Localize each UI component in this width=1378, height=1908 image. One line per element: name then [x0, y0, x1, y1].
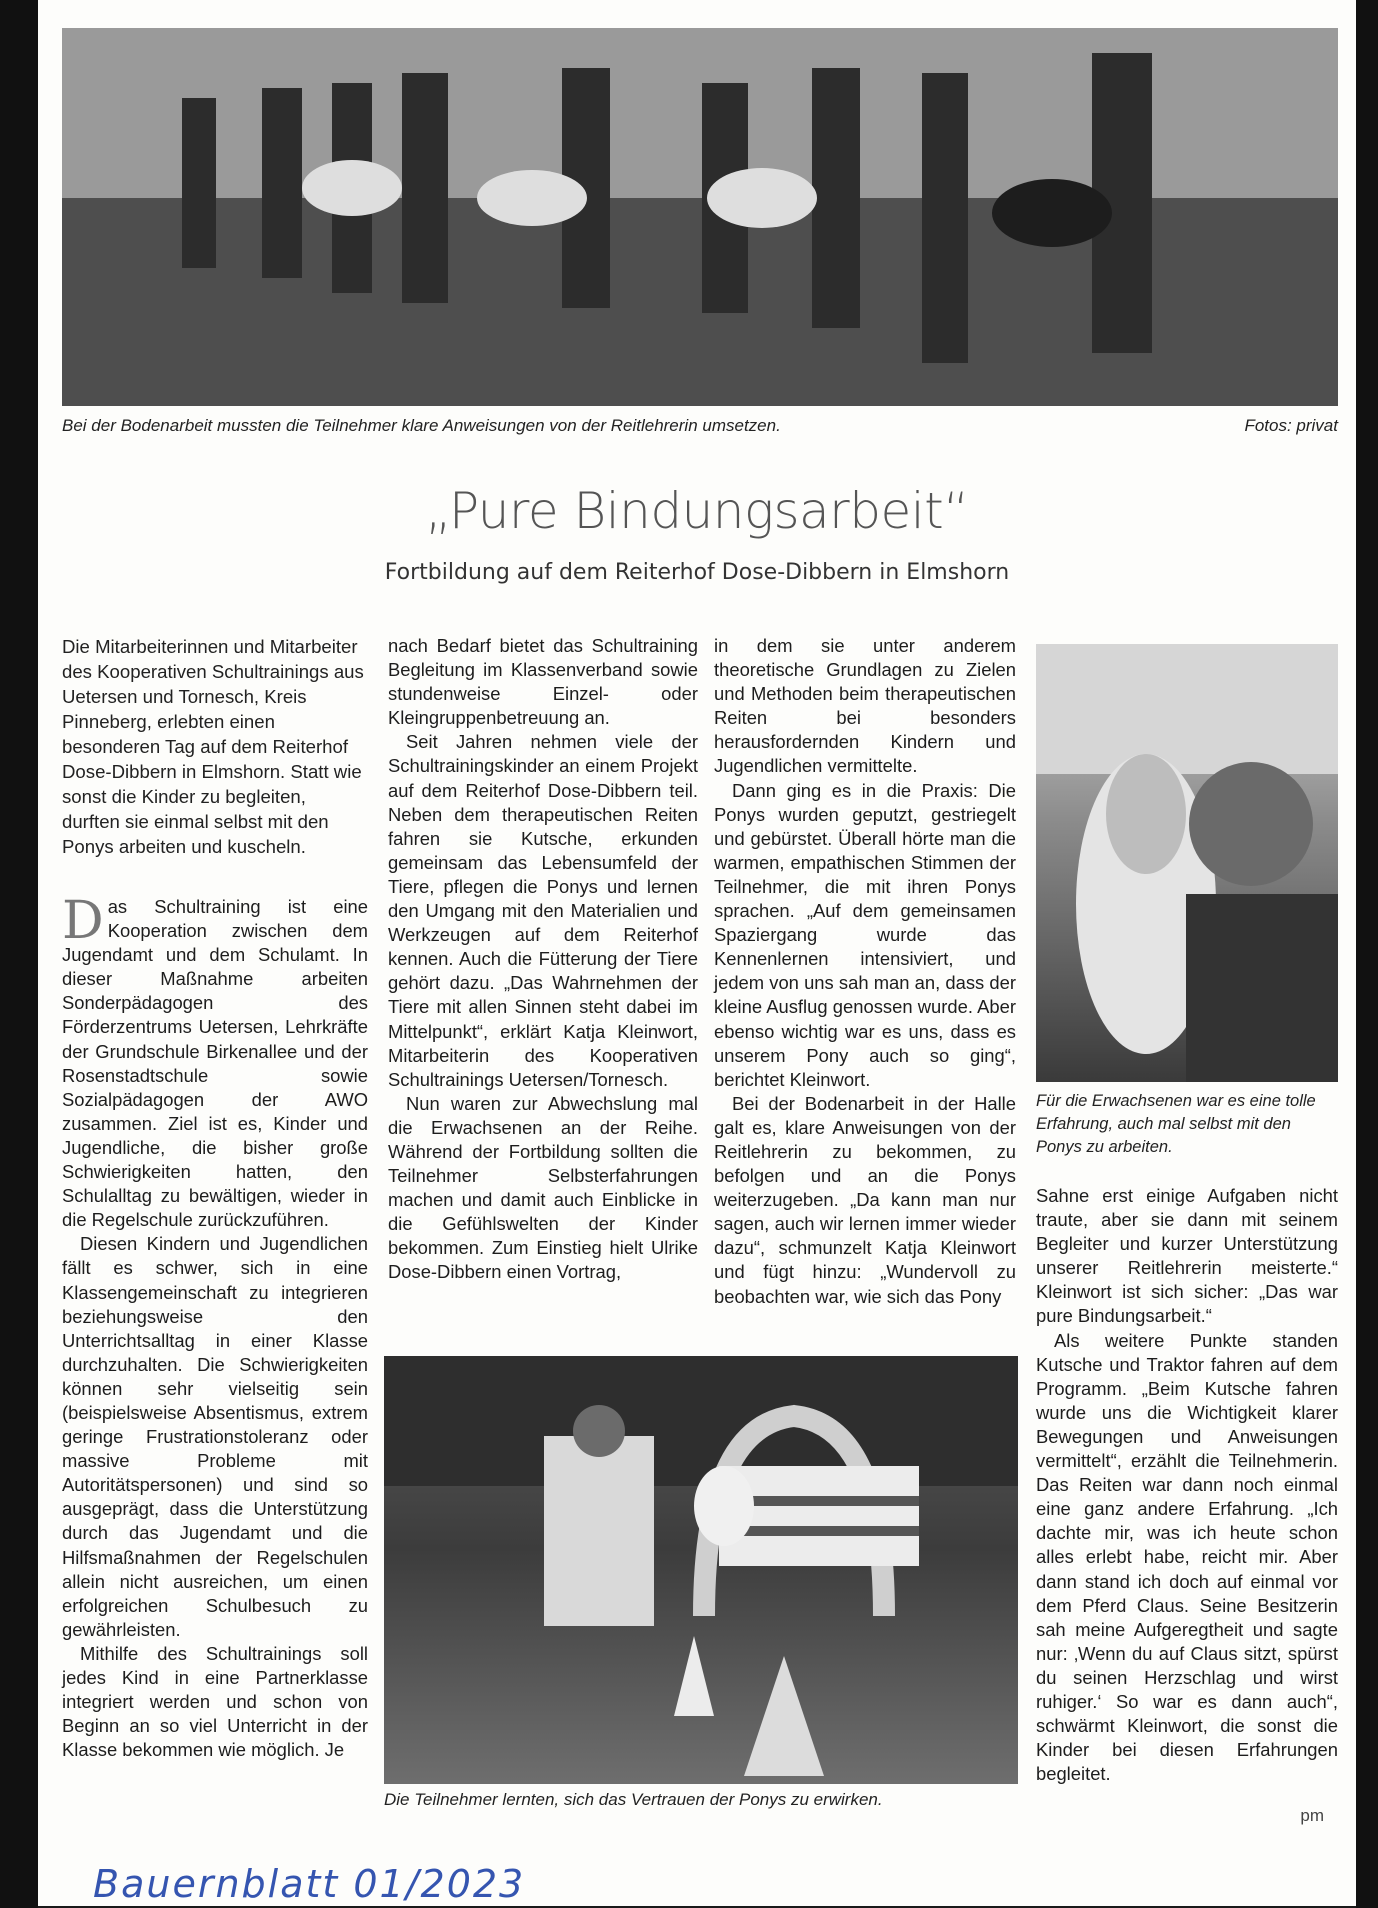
article-paragraph: Diesen Kindern und Jugendlichen fällt es schwer, sich in eine Klassengemeinschaft zu integrieren beziehungsweise den Unterrichtsalltag in einer Klasse durchzuhalten. Die Schwierigkeiten können sehr vielseitig sein (beispielsweise Absentismus, extrem geringe Frustrationstoleranz oder massive Probleme mit Autoritätspersonen) und sind so ausgeprägt, dass die Unterstützung durch das Jugendamt und die Hilfsmaßnahmen der Regelschulen allein nicht ausreichen, um einen erfolgreichen Schulbesuch zu gewährleisten. [62, 1233, 368, 1640]
article-paragraph: Mithilfe des Schultrainings soll jedes Kind in eine Partnerklasse integriert werden und schon von Beginn an so viel Unterricht in der Klasse bekommen wie möglich. Je [62, 1642, 368, 1761]
bottom-photo [384, 1356, 1018, 1784]
article-paragraph: Als weitere Punkte standen Kutsche und Traktor fahren auf dem Programm. „Beim Kutsche fahren wurde uns die Wichtigkeit klarer Bewegungen und Anweisungen vermittelt“, erzählt die Teilnehmerin. Das Reiten war dann noch einmal eine ganz andere Erfahrung. „Ich dachte mir, was ich heute schon alles erlebt habe, reicht mir. Aber dann stand ich doch auf einmal vor dem Pferd Claus. Seine Besitzerin sah meine Aufgeregtheit und sagte nur: ‚Wenn du auf Claus sitzt, spürst du seinen Herzschlag und wirst ruhiger.‘ So war es dann auch“, schwärmt Kleinwort, die sonst die Kinder bei diesen Erfahrungen begleitet. [1036, 1329, 1338, 1785]
column-1 [62, 634, 368, 1762]
scan-border-right [1356, 0, 1378, 1908]
handwritten-note: Bauernblatt 01/2023 [93, 1862, 526, 1906]
article-paragraph: Seit Jahren nehmen viele der Schultrainingskinder an einem Projekt auf dem Reiterhof Dose-Dibbern teil. Neben dem therapeutischen Reiten fahren sie Kutsche, erkunden gemeinsam das Lebensumfeld der Tiere, pflegen die Ponys und lernen den Umgang mit den Materialien und Werkzeugen auf dem Reiterhof kennen. Auch die Fütterung der Tiere gehört dazu. „Das Wahrnehmen der Tiere mit allen Sinnen steht dabei im Mittelpunkt“, erklärt Katja Kleinwort, Mitarbeiterin des Kooperativen Schultrainings Uetersen/Tornesch. [388, 731, 698, 1090]
subheadline: Fortbildung auf dem Reiterhof Dose-Dibbern in Elmshorn [384, 560, 1010, 585]
author-signature: pm [1300, 1806, 1324, 1825]
drop-cap: D [62, 891, 104, 951]
article-paragraph: nach Bedarf bietet das Schultraining Begleitung im Klassenverband sowie stundenweise Einzel- oder Kleingruppenbetreuung an. [388, 635, 698, 729]
column-3 [714, 634, 1016, 1309]
bottom-photo-caption: Die Teilnehmer lernten, sich das Vertrauen der Ponys zu erwirken. [384, 1790, 883, 1809]
bottom-photo-scene [384, 1356, 1018, 1784]
article-paragraph: Nun waren zur Abwechslung mal die Erwachsenen an der Reihe. Während der Fortbildung sollten die Teilnehmer Selbsterfahrungen machen und damit auch Einblicke in die Gefühlswelten der Kinder bekommen. Zum Einstieg hielt Ulrike Dose-Dibbern einen Vortrag, [388, 1092, 698, 1283]
article-paragraph: Dann ging es in die Praxis: Die Ponys wurden geputzt, gestriegelt und gebürstet. Überall hörte man die warmen, empathischen Stimmen der Teilnehmer, die mit ihren Ponys sprachen. „Auf dem gemeinsamen Spaziergang wurde das Kennenlernen intensiviert, und jedem von uns sah man an, dass der kleine Ausflug genossen wurde. Aber ebenso wichtig war es uns, dass es unserem Pony auch so ging“, berichtet Kleinwort. [714, 779, 1016, 1090]
side-photo [1036, 644, 1338, 1082]
headline: „Pure Bindungsarbeit“ [425, 482, 969, 540]
side-photo-scene [1036, 644, 1338, 1082]
scan-border-left [0, 0, 38, 1908]
intro-paragraph: Die Mitarbeiterinnen und Mitarbeiter des Kooperativen Schultrainings aus Uetersen und Tornesch, Kreis Pinneberg, erlebten einen besonderen Tag auf dem Reiterhof Dose-Dibbern in Elmshorn. Statt wie sonst die Kinder zu begleiten, durften sie einmal selbst mit den Ponys arbeiten und kuscheln. [62, 636, 364, 857]
article-paragraph: in dem sie unter anderem theoretische Grundlagen zu Zielen und Methoden beim therapeutischen Reiten bei besonders herausfordernden Kindern und Jugendlichen vermittelte. [714, 635, 1016, 777]
article-paragraph [62, 891, 368, 1232]
side-photo-caption: Für die Erwachsenen war es eine tolle Erfahrung, auch mal selbst mit den Ponys zu arbeiten. [1036, 1092, 1316, 1156]
newspaper-page [38, 0, 1356, 1906]
column-2 [388, 634, 698, 1285]
article-paragraph: Bei der Bodenarbeit in der Halle galt es, klare Anweisungen von der Reitlehrerin zu bekommen, zu befolgen und an die Ponys weiterzugeben. „Da kann man nur sagen, auch wir lernen immer wieder dazu“, schmunzelt Katja Kleinwort und fügt hinzu: „Wundervoll zu beobachten war, wie sich das Pony [714, 1092, 1016, 1307]
paragraph-text: as Schultraining ist eine Kooperation zwischen dem Jugendamt und dem Schulamt. In dieser Maßnahme arbeiten Sonderpädagogen des Förderzentrums Uetersen, Lehrkräfte der Grundschule Birkenallee und der Rosenstadtschule sowie Sozialpädagogen der AWO zusammen. Ziel ist es, Kinder und Jugendliche, die bisher große Schwierigkeiten hatten, den Schulalltag zu bewältigen, wieder in die Regelschule zurückzuführen. [62, 896, 368, 1231]
article-paragraph: Sahne erst einige Aufgaben nicht traute, aber sie dann mit seinem Begleiter und kurzer Unterstützung unserer Reitlehrerin meisterte.“ Kleinwort ist sich sicher: „Das war pure Bindungsarbeit.“ [1036, 1185, 1338, 1327]
photo-scene [62, 28, 1338, 406]
top-photo [62, 28, 1338, 406]
top-photo-caption: Bei der Bodenarbeit mussten die Teilnehmer klare Anweisungen von der Reitlehrerin umsetzen. [62, 416, 781, 435]
column-4 [1036, 1184, 1338, 1786]
photo-credit: Fotos: privat [1244, 416, 1338, 435]
